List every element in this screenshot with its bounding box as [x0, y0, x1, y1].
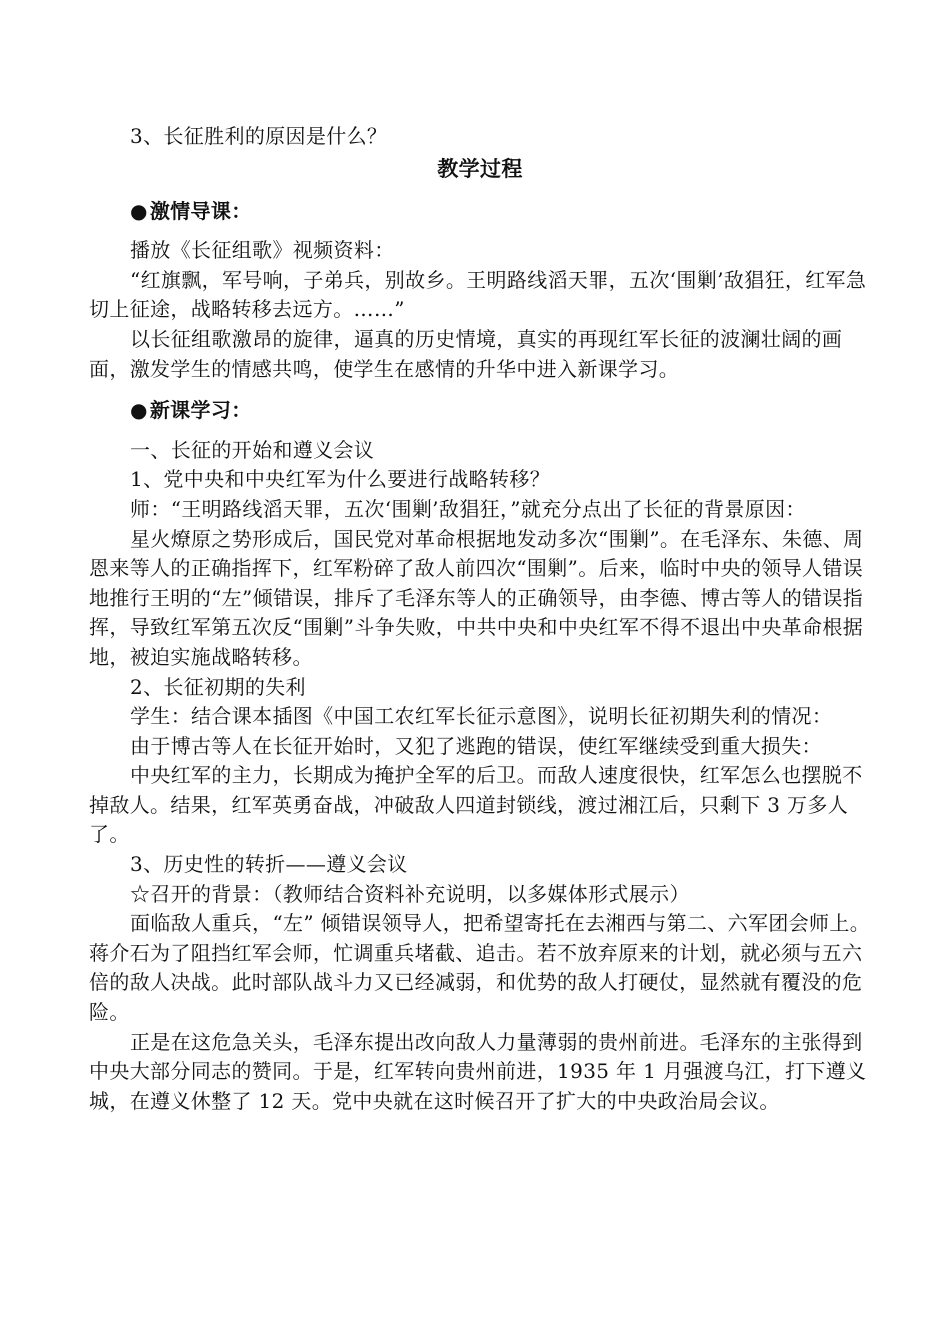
paragraph: 以长征组歌激昂的旋律，逼真的历史情境，真实的再现红军长征的波澜壮阔的画面，激发学生的情感共鸣，使学生在感情的升华中进入新课学习。	[89, 326, 843, 381]
section-heading-intro	[89, 197, 871, 227]
section-heading-new-lesson-label: 新课学习：	[149, 398, 252, 423]
question-3: 3、长征胜利的原因是什么？	[130, 124, 388, 148]
bullet-icon: ●	[130, 198, 148, 223]
quote-paragraph: “红旗飘，军号响，子弟兵，别故乡。王明路线滔天罪，五次‘围剿’敌猖狂，红军急切上征途，战略转移去远方。……”	[89, 267, 867, 322]
paragraph: 播放《长征组歌》视频资料：	[130, 238, 395, 263]
paragraph: 由于博古等人在长征开始时，又犯了逃跑的错误，使红军继续受到重大损失：	[130, 733, 822, 758]
paragraph: 星火燎原之势形成后，国民党对革命根据地发动多次“围剿”。在毛泽东、朱德、周恩来等人的正确指挥下，红军粉碎了敌人前四次“围剿”。后来，临时中央的领导人错误地推行王明的“左”倾错误，排斥了毛泽东等人的正确领导，由李德、博古等人的错误指挥，导致红军第五次反“围剿”斗争失败，中共中央和中央红军不得不退出中央革命根据地，被迫实施战略转移。	[89, 526, 864, 669]
section-heading-intro-label: 激情导课：	[149, 198, 252, 223]
paragraph: 学生：结合课本插图《中国工农红军长征示意图》，说明长征初期失利的情况：	[130, 704, 833, 729]
paragraph: ☆召开的背景：（教师结合资料补充说明，以多媒体形式展示）	[130, 881, 690, 906]
paragraph: 中央红军的主力，长期成为掩护全军的后卫。而敌人速度很快，红军怎么也摆脱不掉敌人。结果，红军英勇奋战，冲破敌人四道封锁线，渡过湘江后，只剩下 3 万多人了。	[89, 763, 863, 847]
subheading: 一、长征的开始和遵义会议	[130, 437, 375, 462]
section-title: 教学过程	[437, 156, 523, 181]
paragraph: 正是在这危急关头，毛泽东提出改向敌人力量薄弱的贵州前进。毛泽东的主张得到中央大部分同志的赞同。于是，红军转向贵州前进，1935 年 1 月强渡乌江，打下遵义城，在遵义休整了 12 天。党中央就在这时候召开了扩大的中央政治局会议。	[89, 1029, 867, 1113]
section-heading-new-lesson	[89, 396, 871, 426]
subheading: 2、长征初期的失利	[130, 674, 306, 699]
subheading: 3、历史性的转折——遵义会议	[130, 852, 408, 877]
bullet-icon: ●	[130, 398, 148, 423]
paragraph: 面临敌人重兵，“左” 倾错误领导人，把希望寄托在去湘西与第二、六军团会师上。蒋介石为了阻挡红军会师，忙调重兵堵截、追击。若不放弃原来的计划，就必须与五六倍的敌人决战。此时部队战斗力又已经减弱，和优势的敌人打硬仗，显然就有覆没的危险。	[89, 911, 871, 1025]
paragraph: 师：“王明路线滔天罪，五次‘围剿’敌猖狂，”就充分点出了长征的背景原因：	[130, 496, 806, 521]
document-body	[89, 122, 871, 1116]
question-1: 1、党中央和中央红军为什么要进行战略转移？	[130, 467, 551, 492]
